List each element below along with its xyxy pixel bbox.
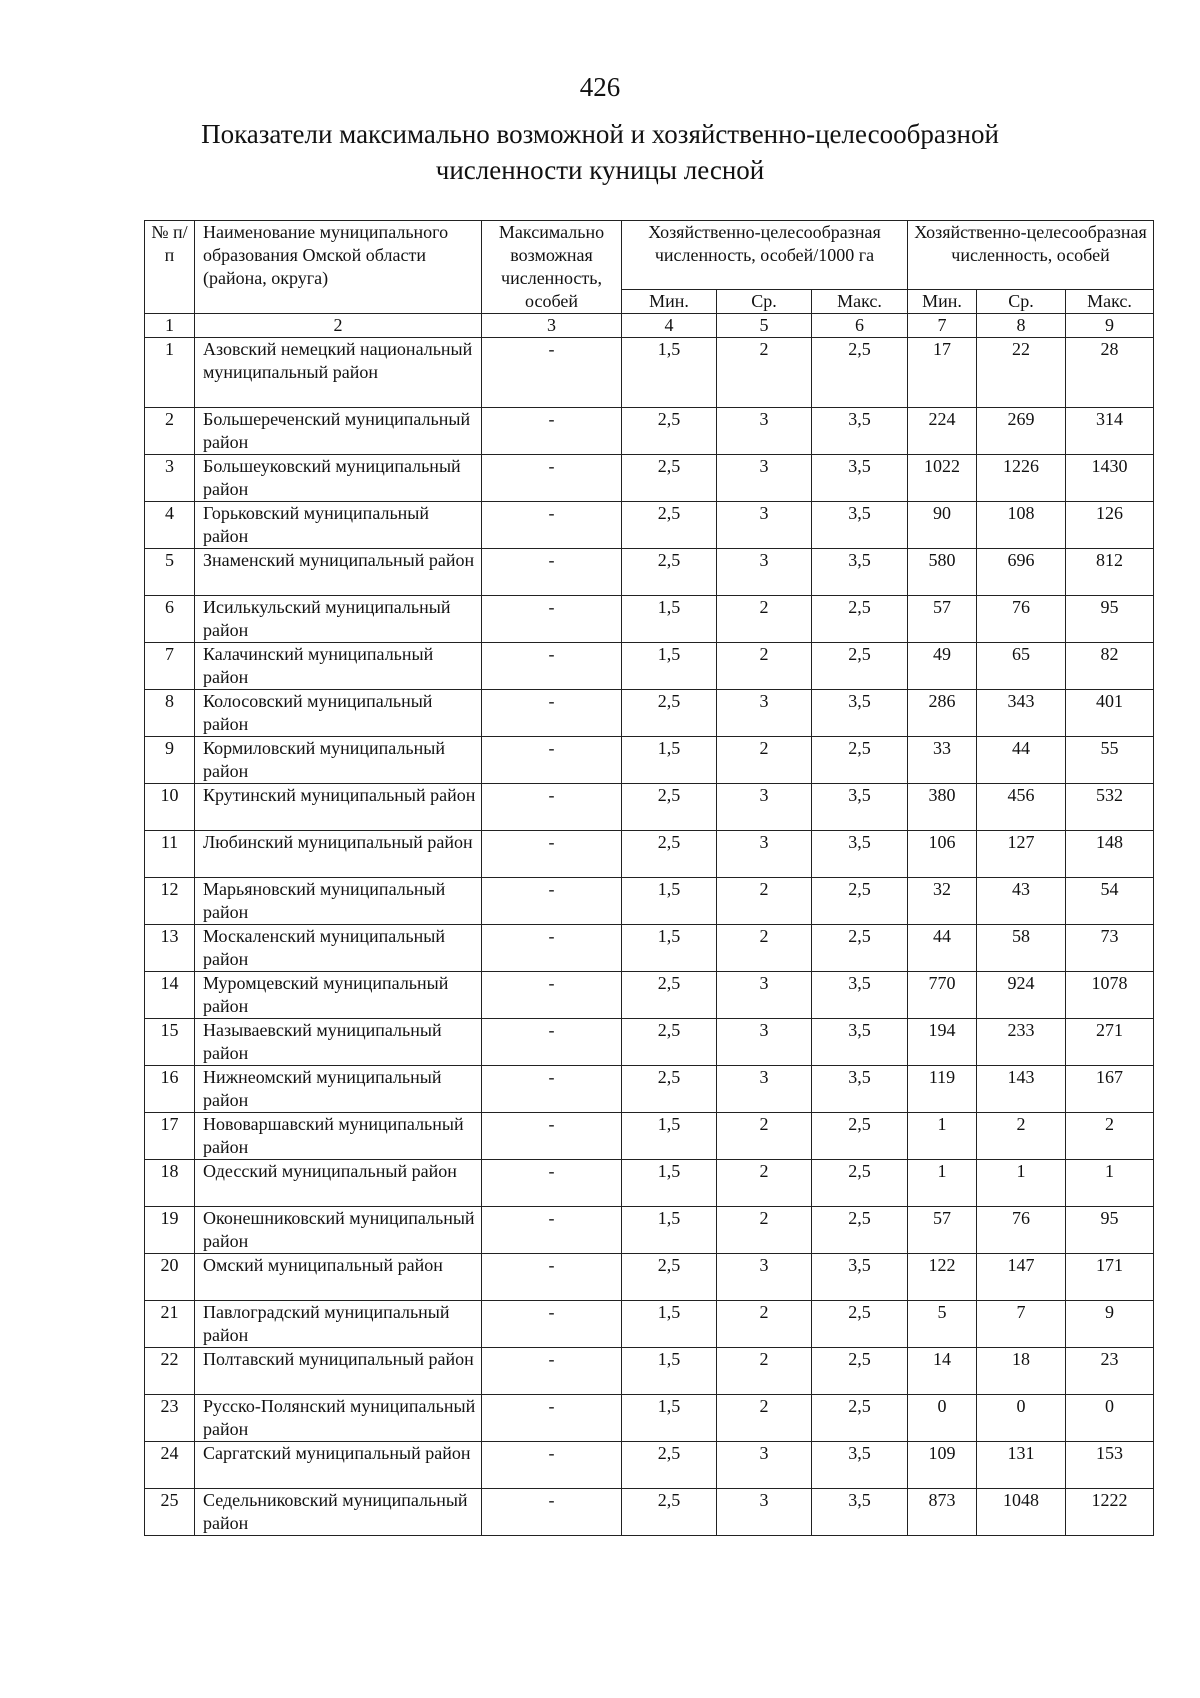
count-min-cell: 1022	[908, 455, 977, 502]
density-max-cell: 2,5	[812, 737, 908, 784]
count-min-cell: 1	[908, 1160, 977, 1207]
density-min-cell: 2,5	[622, 831, 717, 878]
count-min-cell: 57	[908, 1207, 977, 1254]
district-name: Москаленский муниципальный район	[195, 925, 482, 972]
max-possible-cell: -	[482, 972, 622, 1019]
max-possible-cell: -	[482, 1489, 622, 1536]
density-avg-cell: 2	[717, 1207, 812, 1254]
column-number: 1	[145, 314, 195, 338]
density-max-cell: 2,5	[812, 338, 908, 408]
density-min-cell: 1,5	[622, 1160, 717, 1207]
density-min-cell: 2,5	[622, 784, 717, 831]
density-avg-cell: 3	[717, 455, 812, 502]
district-name: Горьковский муниципальный район	[195, 502, 482, 549]
count-max-cell: 171	[1066, 1254, 1154, 1301]
count-max-cell: 54	[1066, 878, 1154, 925]
count-min-cell: 90	[908, 502, 977, 549]
header-density-group: Хозяйственно-целесообразная численность, особей/1000 га	[622, 221, 908, 290]
density-min-cell: 1,5	[622, 1395, 717, 1442]
count-avg-cell: 233	[977, 1019, 1066, 1066]
density-min-cell: 1,5	[622, 737, 717, 784]
count-max-cell: 23	[1066, 1348, 1154, 1395]
header-count-max: Макс.	[1066, 290, 1154, 314]
row-number: 11	[145, 831, 195, 878]
document-title	[0, 116, 1200, 188]
table-row	[145, 1066, 1154, 1113]
density-max-cell: 2,5	[812, 1113, 908, 1160]
density-max-cell: 3,5	[812, 1066, 908, 1113]
row-number: 24	[145, 1442, 195, 1489]
density-avg-cell: 3	[717, 690, 812, 737]
column-number-row	[145, 314, 1154, 338]
district-name: Азовский немецкий национальный муниципальный район	[195, 338, 482, 408]
max-possible-cell: -	[482, 1019, 622, 1066]
density-avg-cell: 2	[717, 1348, 812, 1395]
header-count-group: Хозяйственно-целесообразная численность, особей	[908, 221, 1154, 290]
count-max-cell: 271	[1066, 1019, 1154, 1066]
table-row	[145, 1395, 1154, 1442]
max-possible-cell: -	[482, 1113, 622, 1160]
density-max-cell: 3,5	[812, 972, 908, 1019]
count-max-cell: 55	[1066, 737, 1154, 784]
density-avg-cell: 2	[717, 925, 812, 972]
density-max-cell: 2,5	[812, 643, 908, 690]
density-max-cell: 2,5	[812, 1160, 908, 1207]
density-max-cell: 3,5	[812, 784, 908, 831]
count-max-cell: 95	[1066, 596, 1154, 643]
row-number: 18	[145, 1160, 195, 1207]
count-max-cell: 812	[1066, 549, 1154, 596]
density-max-cell: 2,5	[812, 1348, 908, 1395]
density-max-cell: 3,5	[812, 1442, 908, 1489]
count-min-cell: 109	[908, 1442, 977, 1489]
count-avg-cell: 1048	[977, 1489, 1066, 1536]
density-max-cell: 3,5	[812, 549, 908, 596]
population-table	[144, 220, 1154, 1536]
max-possible-cell: -	[482, 690, 622, 737]
count-avg-cell: 269	[977, 408, 1066, 455]
count-avg-cell: 131	[977, 1442, 1066, 1489]
density-max-cell: 3,5	[812, 1019, 908, 1066]
header-name: Наименование муниципального образования Омской области (района, округа)	[195, 221, 482, 314]
count-max-cell: 1222	[1066, 1489, 1154, 1536]
table-row	[145, 831, 1154, 878]
district-name: Любинский муниципальный район	[195, 831, 482, 878]
header-max-possible: Максимально возможная численность, особей	[482, 221, 622, 314]
max-possible-cell: -	[482, 1207, 622, 1254]
column-number: 2	[195, 314, 482, 338]
district-name: Большеуковский муниципальный район	[195, 455, 482, 502]
density-min-cell: 1,5	[622, 925, 717, 972]
header-count-min: Мин.	[908, 290, 977, 314]
density-min-cell: 2,5	[622, 408, 717, 455]
district-name: Калачинский муниципальный район	[195, 643, 482, 690]
column-number: 5	[717, 314, 812, 338]
density-avg-cell: 2	[717, 737, 812, 784]
district-name: Павлоградский муниципальный район	[195, 1301, 482, 1348]
header-density-min: Мин.	[622, 290, 717, 314]
density-max-cell: 3,5	[812, 1254, 908, 1301]
row-number: 8	[145, 690, 195, 737]
count-max-cell: 1	[1066, 1160, 1154, 1207]
count-max-cell: 95	[1066, 1207, 1154, 1254]
count-max-cell: 0	[1066, 1395, 1154, 1442]
max-possible-cell: -	[482, 1254, 622, 1301]
district-name: Колосовский муниципальный район	[195, 690, 482, 737]
count-min-cell: 14	[908, 1348, 977, 1395]
density-max-cell: 3,5	[812, 502, 908, 549]
count-max-cell: 73	[1066, 925, 1154, 972]
district-name: Марьяновский муниципальный район	[195, 878, 482, 925]
header-count-avg: Ср.	[977, 290, 1066, 314]
density-min-cell: 1,5	[622, 878, 717, 925]
density-avg-cell: 3	[717, 1489, 812, 1536]
count-avg-cell: 147	[977, 1254, 1066, 1301]
count-avg-cell: 343	[977, 690, 1066, 737]
table-row	[145, 1207, 1154, 1254]
row-number: 3	[145, 455, 195, 502]
density-avg-cell: 3	[717, 831, 812, 878]
count-max-cell: 167	[1066, 1066, 1154, 1113]
table-row	[145, 1254, 1154, 1301]
max-possible-cell: -	[482, 1066, 622, 1113]
column-number: 7	[908, 314, 977, 338]
count-min-cell: 44	[908, 925, 977, 972]
column-number: 8	[977, 314, 1066, 338]
count-max-cell: 1430	[1066, 455, 1154, 502]
density-min-cell: 1,5	[622, 338, 717, 408]
table-row	[145, 972, 1154, 1019]
count-avg-cell: 1226	[977, 455, 1066, 502]
count-max-cell: 532	[1066, 784, 1154, 831]
count-min-cell: 286	[908, 690, 977, 737]
count-min-cell: 1	[908, 1113, 977, 1160]
count-min-cell: 380	[908, 784, 977, 831]
density-avg-cell: 2	[717, 1301, 812, 1348]
density-avg-cell: 2	[717, 1395, 812, 1442]
count-avg-cell: 22	[977, 338, 1066, 408]
table-row	[145, 1113, 1154, 1160]
count-min-cell: 17	[908, 338, 977, 408]
table-row	[145, 784, 1154, 831]
row-number: 23	[145, 1395, 195, 1442]
row-number: 7	[145, 643, 195, 690]
row-number: 17	[145, 1113, 195, 1160]
density-min-cell: 2,5	[622, 1019, 717, 1066]
max-possible-cell: -	[482, 737, 622, 784]
density-avg-cell: 2	[717, 338, 812, 408]
count-max-cell: 1078	[1066, 972, 1154, 1019]
max-possible-cell: -	[482, 925, 622, 972]
count-avg-cell: 0	[977, 1395, 1066, 1442]
count-min-cell: 32	[908, 878, 977, 925]
max-possible-cell: -	[482, 549, 622, 596]
count-avg-cell: 7	[977, 1301, 1066, 1348]
density-avg-cell: 3	[717, 1442, 812, 1489]
table-row	[145, 1019, 1154, 1066]
count-avg-cell: 127	[977, 831, 1066, 878]
density-max-cell: 3,5	[812, 455, 908, 502]
density-max-cell: 2,5	[812, 1207, 908, 1254]
count-min-cell: 5	[908, 1301, 977, 1348]
density-avg-cell: 3	[717, 408, 812, 455]
max-possible-cell: -	[482, 878, 622, 925]
density-min-cell: 2,5	[622, 455, 717, 502]
count-max-cell: 401	[1066, 690, 1154, 737]
max-possible-cell: -	[482, 455, 622, 502]
district-name: Кормиловский муниципальный район	[195, 737, 482, 784]
column-number: 9	[1066, 314, 1154, 338]
row-number: 5	[145, 549, 195, 596]
district-name: Русско-Полянский муниципальный район	[195, 1395, 482, 1442]
table-row	[145, 1442, 1154, 1489]
density-min-cell: 1,5	[622, 643, 717, 690]
count-max-cell: 148	[1066, 831, 1154, 878]
density-max-cell: 3,5	[812, 831, 908, 878]
row-number: 10	[145, 784, 195, 831]
count-min-cell: 224	[908, 408, 977, 455]
row-number: 19	[145, 1207, 195, 1254]
max-possible-cell: -	[482, 1348, 622, 1395]
count-max-cell: 153	[1066, 1442, 1154, 1489]
max-possible-cell: -	[482, 784, 622, 831]
density-max-cell: 3,5	[812, 690, 908, 737]
row-number: 16	[145, 1066, 195, 1113]
density-min-cell: 2,5	[622, 502, 717, 549]
column-number: 4	[622, 314, 717, 338]
district-name: Саргатский муниципальный район	[195, 1442, 482, 1489]
row-number: 1	[145, 338, 195, 408]
density-avg-cell: 3	[717, 1019, 812, 1066]
count-avg-cell: 18	[977, 1348, 1066, 1395]
district-name: Нижнеомский муниципальный район	[195, 1066, 482, 1113]
count-avg-cell: 456	[977, 784, 1066, 831]
count-min-cell: 119	[908, 1066, 977, 1113]
count-avg-cell: 76	[977, 596, 1066, 643]
count-max-cell: 126	[1066, 502, 1154, 549]
count-avg-cell: 43	[977, 878, 1066, 925]
table-row	[145, 643, 1154, 690]
count-min-cell: 0	[908, 1395, 977, 1442]
density-avg-cell: 2	[717, 1113, 812, 1160]
max-possible-cell: -	[482, 1442, 622, 1489]
district-name: Седельниковский муниципальный район	[195, 1489, 482, 1536]
page-number: 426	[579, 72, 621, 102]
row-number: 13	[145, 925, 195, 972]
count-avg-cell: 65	[977, 643, 1066, 690]
count-min-cell: 57	[908, 596, 977, 643]
density-max-cell: 3,5	[812, 1489, 908, 1536]
row-number: 6	[145, 596, 195, 643]
count-min-cell: 873	[908, 1489, 977, 1536]
density-avg-cell: 3	[717, 1066, 812, 1113]
density-min-cell: 2,5	[622, 972, 717, 1019]
density-min-cell: 1,5	[622, 1113, 717, 1160]
district-name: Знаменский муниципальный район	[195, 549, 482, 596]
table-row	[145, 878, 1154, 925]
count-avg-cell: 696	[977, 549, 1066, 596]
district-name: Полтавский муниципальный район	[195, 1348, 482, 1395]
max-possible-cell: -	[482, 408, 622, 455]
density-max-cell: 2,5	[812, 925, 908, 972]
density-min-cell: 2,5	[622, 1066, 717, 1113]
max-possible-cell: -	[482, 1301, 622, 1348]
density-min-cell: 1,5	[622, 1348, 717, 1395]
row-number: 14	[145, 972, 195, 1019]
density-max-cell: 2,5	[812, 596, 908, 643]
table-row	[145, 1301, 1154, 1348]
density-min-cell: 1,5	[622, 1207, 717, 1254]
table-row	[145, 455, 1154, 502]
district-name: Крутинский муниципальный район	[195, 784, 482, 831]
count-avg-cell: 58	[977, 925, 1066, 972]
header-num: № п/п	[145, 221, 195, 314]
title-line-2: численности куницы лесной	[435, 155, 765, 185]
density-max-cell: 3,5	[812, 408, 908, 455]
density-avg-cell: 2	[717, 878, 812, 925]
table-row	[145, 925, 1154, 972]
table-row	[145, 549, 1154, 596]
table-row	[145, 1160, 1154, 1207]
count-min-cell: 122	[908, 1254, 977, 1301]
row-number: 15	[145, 1019, 195, 1066]
count-avg-cell: 108	[977, 502, 1066, 549]
count-max-cell: 9	[1066, 1301, 1154, 1348]
count-avg-cell: 76	[977, 1207, 1066, 1254]
density-min-cell: 2,5	[622, 690, 717, 737]
district-name: Омский муниципальный район	[195, 1254, 482, 1301]
table-row	[145, 690, 1154, 737]
density-avg-cell: 3	[717, 549, 812, 596]
district-name: Нововаршавский муниципальный район	[195, 1113, 482, 1160]
density-avg-cell: 3	[717, 972, 812, 1019]
density-min-cell: 1,5	[622, 596, 717, 643]
table-row	[145, 502, 1154, 549]
district-name: Исилькульский муниципальный район	[195, 596, 482, 643]
max-possible-cell: -	[482, 596, 622, 643]
max-possible-cell: -	[482, 502, 622, 549]
density-min-cell: 2,5	[622, 549, 717, 596]
density-avg-cell: 3	[717, 502, 812, 549]
density-avg-cell: 2	[717, 643, 812, 690]
header-row	[145, 221, 1154, 290]
count-max-cell: 28	[1066, 338, 1154, 408]
row-number: 22	[145, 1348, 195, 1395]
count-avg-cell: 143	[977, 1066, 1066, 1113]
row-number: 12	[145, 878, 195, 925]
column-number: 3	[482, 314, 622, 338]
count-min-cell: 106	[908, 831, 977, 878]
max-possible-cell: -	[482, 1395, 622, 1442]
density-max-cell: 2,5	[812, 1301, 908, 1348]
count-min-cell: 770	[908, 972, 977, 1019]
table-row	[145, 1489, 1154, 1536]
count-avg-cell: 2	[977, 1113, 1066, 1160]
count-min-cell: 33	[908, 737, 977, 784]
count-min-cell: 49	[908, 643, 977, 690]
table-row	[145, 408, 1154, 455]
district-name: Называевский муниципальный район	[195, 1019, 482, 1066]
density-min-cell: 2,5	[622, 1489, 717, 1536]
count-avg-cell: 44	[977, 737, 1066, 784]
district-name: Большереченский муниципальный район	[195, 408, 482, 455]
table-row	[145, 1348, 1154, 1395]
table-body	[145, 338, 1154, 1536]
max-possible-cell: -	[482, 643, 622, 690]
count-max-cell: 2	[1066, 1113, 1154, 1160]
district-name: Оконешниковский муниципальный район	[195, 1207, 482, 1254]
density-min-cell: 2,5	[622, 1442, 717, 1489]
row-number: 25	[145, 1489, 195, 1536]
density-min-cell: 1,5	[622, 1301, 717, 1348]
table-row	[145, 596, 1154, 643]
header-density-avg: Ср.	[717, 290, 812, 314]
density-avg-cell: 2	[717, 1160, 812, 1207]
district-name: Муромцевский муниципальный район	[195, 972, 482, 1019]
row-number: 21	[145, 1301, 195, 1348]
table-row	[145, 737, 1154, 784]
column-number: 6	[812, 314, 908, 338]
row-number: 9	[145, 737, 195, 784]
header-density-max: Макс.	[812, 290, 908, 314]
district-name: Одесский муниципальный район	[195, 1160, 482, 1207]
density-max-cell: 2,5	[812, 878, 908, 925]
density-max-cell: 2,5	[812, 1395, 908, 1442]
count-avg-cell: 924	[977, 972, 1066, 1019]
max-possible-cell: -	[482, 338, 622, 408]
max-possible-cell: -	[482, 1160, 622, 1207]
count-max-cell: 82	[1066, 643, 1154, 690]
max-possible-cell: -	[482, 831, 622, 878]
table-row	[145, 338, 1154, 408]
count-min-cell: 580	[908, 549, 977, 596]
density-min-cell: 2,5	[622, 1254, 717, 1301]
density-avg-cell: 2	[717, 596, 812, 643]
count-max-cell: 314	[1066, 408, 1154, 455]
row-number: 20	[145, 1254, 195, 1301]
density-avg-cell: 3	[717, 784, 812, 831]
count-avg-cell: 1	[977, 1160, 1066, 1207]
row-number: 4	[145, 502, 195, 549]
count-min-cell: 194	[908, 1019, 977, 1066]
title-line-1: Показатели максимально возможной и хозяйственно-целесообразной	[201, 119, 999, 149]
row-number: 2	[145, 408, 195, 455]
density-avg-cell: 3	[717, 1254, 812, 1301]
